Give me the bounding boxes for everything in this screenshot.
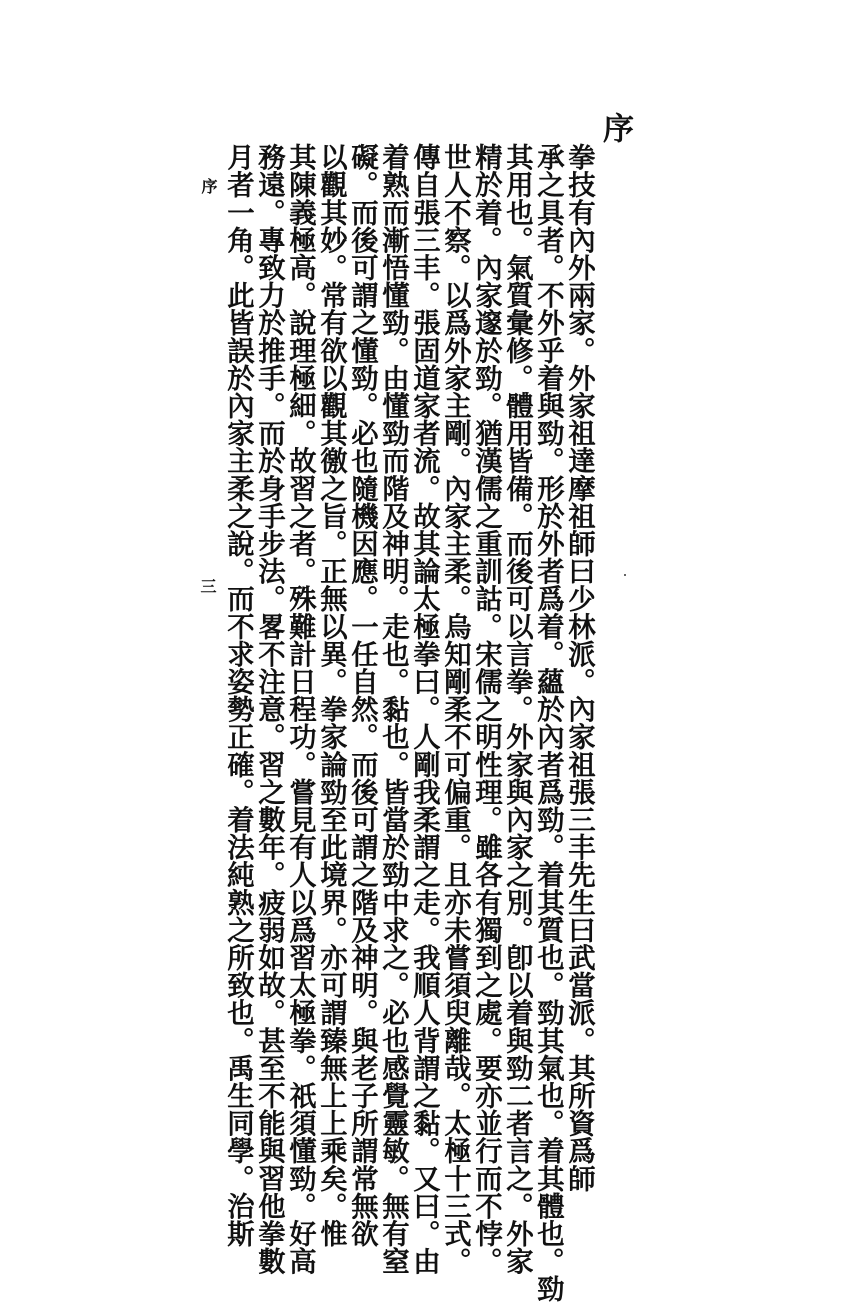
text-column-12: 月者一角。此皆誤於內家主柔之說。而不求姿勢正確。着法純熟之所致也。禹生同學。治斯 <box>222 143 254 1247</box>
text-column-9: 以觀其妙。常有欲以觀其徼之旨。正無以異。拳家論勁至此境界。亦可謂臻無上上乘矣。惟 <box>315 143 347 1247</box>
text-column-2: 承之具者。不外乎着與勁。形於外者爲着。蘊於內者爲勁。着其質也。勁其氣也。着其體也。勁 <box>532 143 564 1302</box>
text-column-11: 務遠。專致力於推手。而於身手步法。畧不注意。習之數年。疲弱如故。甚至不能與習他拳數 <box>253 143 285 1275</box>
margin-section-title: 序 <box>199 178 218 194</box>
text-column-7: 着熟而漸悟懂勁。由懂勁而階及神明。走也。黏也。皆當於勁中求之。必也感覺靈敏。無有窒 <box>377 143 409 1275</box>
text-column-1: 拳技有內外兩家。外家祖達摩祖師曰少林派。內家祖張三丰先生曰武當派。其所資爲師 <box>563 143 595 1192</box>
text-column-3: 其用也。氣質彙修。體用皆備。而後可以言拳。外家與內家之別。卽以着與勁二者言之。外家 <box>501 143 533 1275</box>
text-column-4: 精於着。內家邃於勁。猶漢儒之重訓詁。宋儒之明性理。雖各有獨到之處。要亦並行而不悖。 <box>470 143 502 1275</box>
text-column-10: 其陳義極高。說理極細。故習之者。殊難計日程功。嘗見有人以爲習太極拳。祇須懂勁。好高 <box>284 143 316 1275</box>
page-number: 三 <box>198 578 217 594</box>
preface-title: 序 <box>597 112 633 143</box>
text-column-5: 世人不察。以爲外家主剛。內家主柔。烏知剛柔不可偏重。且亦未嘗須臾離哉。太極十三式。 <box>439 143 471 1275</box>
ink-speck <box>624 574 626 576</box>
text-column-6: 傳自張三丰。張固道家者流。故其論太極拳曰。人剛我柔謂之走。我順人背謂之黏。又曰。由 <box>408 143 440 1275</box>
text-column-8: 礙。而後可謂之懂勁。必也隨機因應。一任自然。而後可謂之階及神明。與老子所謂常無欲 <box>346 143 378 1247</box>
